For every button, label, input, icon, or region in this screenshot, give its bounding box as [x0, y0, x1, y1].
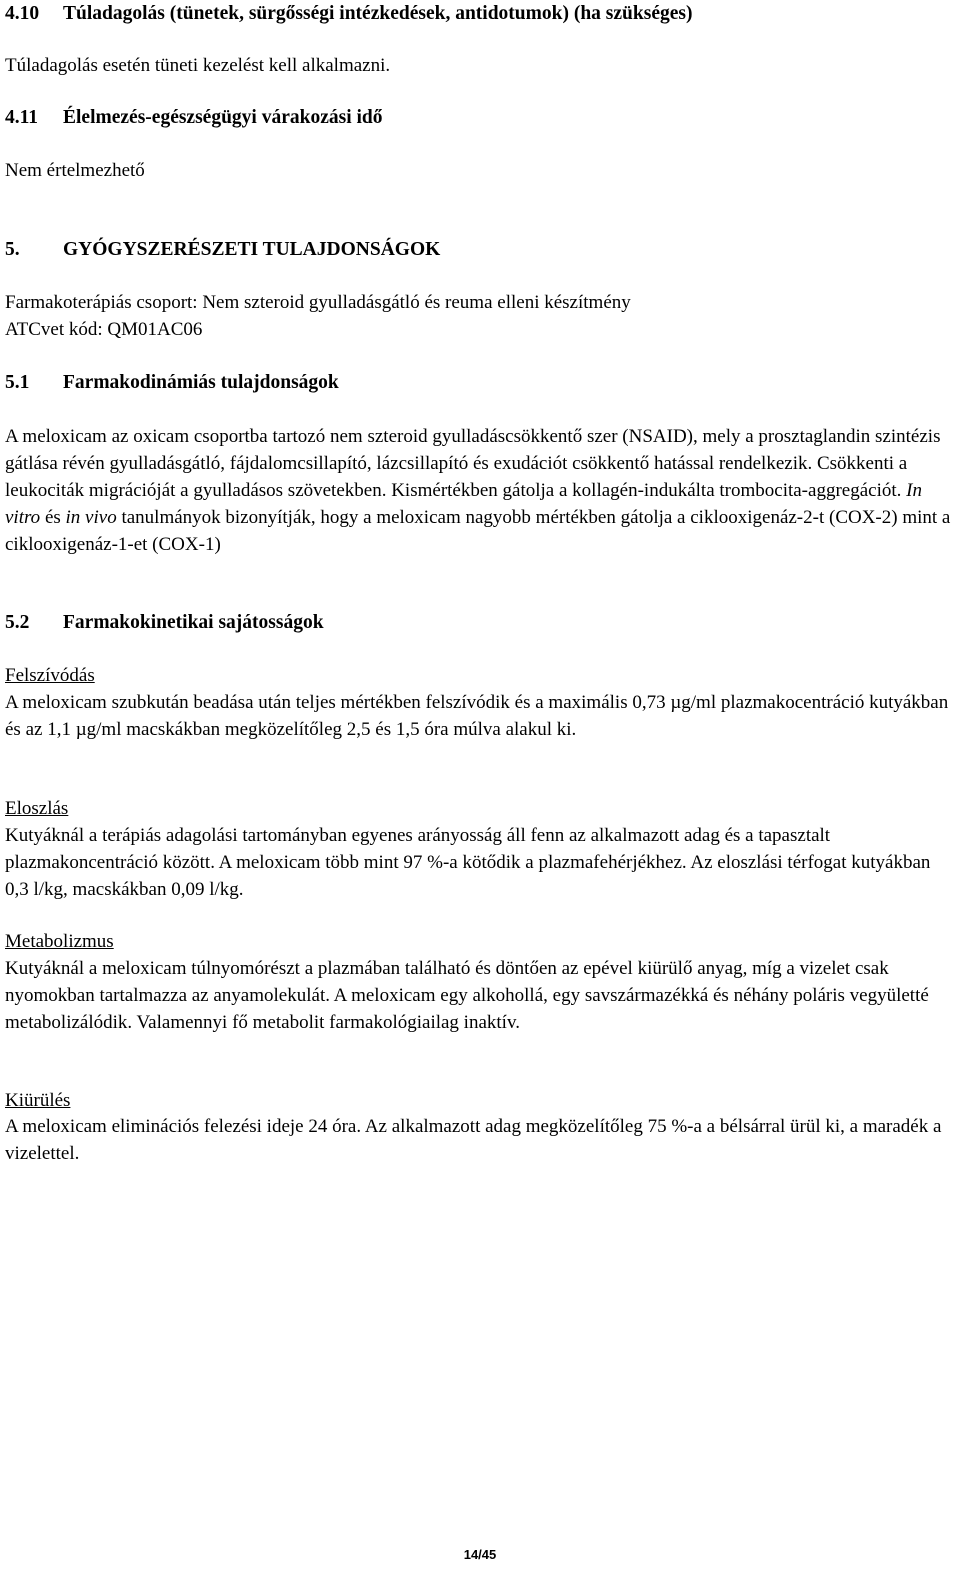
text-run: tanulmányok bizonyítják, hogy a meloxicam nagyobb mértékben gátolja a ciklooxigenáz-2-t (COX-2) mint a ciklooxigenáz-1-et (COX-1)	[5, 507, 951, 555]
italic-term: In vitro	[5, 480, 922, 528]
subheading-metabolism: Metabolizmus	[5, 931, 114, 952]
section-heading-5-2	[5, 609, 955, 636]
paragraph-atcvet-code: ATCvet kód: QM01AC06	[5, 319, 203, 340]
section-number: 4.11	[5, 107, 39, 128]
paragraph-absorption: A meloxicam szubkután beadása után teljes mértékben felszívódik és a maximális 0,73 µg/ml plazmakocentráció kutyákban és az 1,1 µg/ml macskákban megközelítőleg 2,5 és 1,5 óra múlva alakul ki.	[5, 692, 949, 740]
section-title: Túladagolás (tünetek, sürgősségi intézkedések, antidotumok) (ha szükséges)	[63, 3, 693, 24]
section-title: Farmakokinetikai sajátosságok	[63, 612, 324, 633]
paragraph-pharmacodynamics	[5, 423, 955, 558]
section-heading-5	[5, 236, 955, 263]
subheading-distribution: Eloszlás	[5, 798, 69, 819]
section-heading-5-1	[5, 369, 955, 396]
paragraph-metabolism: Kutyáknál a meloxicam túlnyomórészt a plazmában található és döntően az epével kiürülő anyag, míg a vizelet csak nyomokban tartalmazza az anyamolekulát. A meloxicam egy alkohollá, egy savszármazékká és néhány poláris vegyületté metabolizálódik. Valamennyi fő metabolit farmakológiailag inaktív.	[5, 958, 929, 1033]
section-number: 5.1	[5, 372, 30, 393]
section-number: 5.	[5, 239, 20, 260]
page-number: 14/45	[463, 1547, 497, 1562]
section-heading-4-10	[5, 0, 955, 27]
text-run: és	[40, 507, 66, 528]
subheading-absorption: Felszívódás	[5, 665, 95, 686]
section-number: 4.10	[5, 3, 40, 24]
paragraph-distribution: Kutyáknál a terápiás adagolási tartományban egyenes arányosság áll fenn az alkalmazott adag és a tapasztalt plazmakoncentráció között. A meloxicam több mint 97 %-a kötődik a plazmafehérjékhez. Az eloszlási térfogat kutyákban 0,3 l/kg, macskákban 0,09 l/kg.	[5, 825, 931, 900]
section-heading-4-11	[5, 104, 955, 131]
section-title: Farmakodinámiás tulajdonságok	[63, 372, 339, 393]
subheading-elimination: Kiürülés	[5, 1090, 71, 1111]
paragraph-withdrawal: Nem értelmezhető	[5, 160, 145, 181]
text-run: A meloxicam az oxicam csoportba tartozó nem szteroid gyulladáscsökkentő szer (NSAID), mely a prosztaglandin szintézis gátlása révén gyulladásgátló, fájdalomcsillapító, lázcsillapító és exudációt csökkentő hatással rendelkezik. Csökkenti a leukociták migrációját a gyulladásos szövetekben. Kismértékben gátolja a kollagén-indukálta trombocita-aggregációt.	[5, 426, 941, 501]
section-title: Élelmezés-egészségügyi várakozási idő	[63, 107, 383, 128]
paragraph-elimination: A meloxicam eliminációs felezési ideje 24 óra. Az alkalmazott adag megközelítőleg 75 %-a a bélsárral ürül ki, a maradék a vizelettel.	[5, 1116, 942, 1164]
paragraph-overdose: Túladagolás esetén tüneti kezelést kell alkalmazni.	[5, 55, 391, 76]
italic-term: in vivo	[65, 507, 117, 528]
paragraph-pharmacotherapeutic-group: Farmakoterápiás csoport: Nem szteroid gyulladásgátló és reuma elleni készítmény	[5, 292, 631, 313]
section-title: GYÓGYSZERÉSZETI TULAJDONSÁGOK	[63, 239, 441, 260]
section-number: 5.2	[5, 612, 30, 633]
